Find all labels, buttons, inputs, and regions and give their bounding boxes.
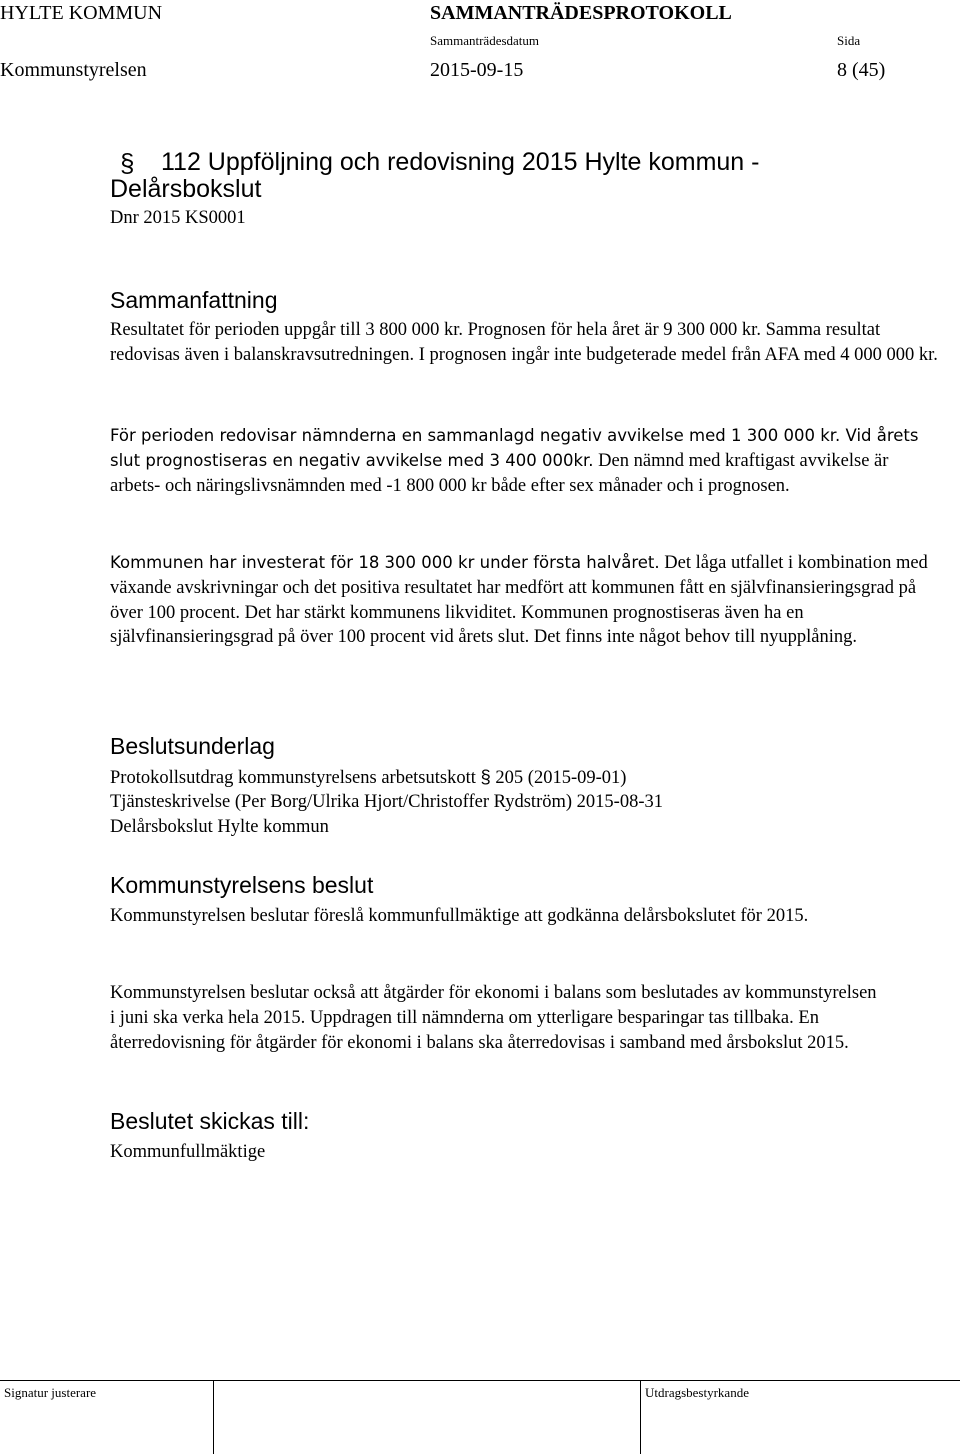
- sent-to-recipient: Kommunfullmäktige: [110, 1142, 266, 1162]
- header-date-label: Sammanträdesdatum: [430, 33, 540, 48]
- section-dnr: Dnr 2015 KS0001: [110, 208, 246, 228]
- section-title-line1: 112 Uppföljning och redovisning 2015 Hylte kommun -: [161, 148, 760, 176]
- basis-line-3: Delårsbokslut Hylte kommun: [110, 817, 329, 837]
- header-page-number: 8 (45): [837, 59, 886, 81]
- summary-paragraph-2: [110, 424, 938, 498]
- header-body: Kommunstyrelsen: [0, 59, 147, 81]
- header-date: 2015-09-15: [430, 59, 524, 81]
- summary-p2-serif: Den nämnd med kraftigast avvikelse är arbets- och näringslivsnämnden med -1 800 000 kr både efter sex månader och i prognosen.: [110, 450, 889, 496]
- summary-p1-text: Resultatet för perioden uppgår till 3 800 000 kr. Prognosen för hela året är 9 300 000 kr. Samma resultat redovisas även i balanskravsutredningen. I prognosen ingår inte budgeterade medel från AFA med 4 000 000 kr.: [110, 320, 938, 365]
- summary-p3-serif: Det låga utfallet i kombination med växande avskrivningar och det positiva resultatet har medfört att kommunen fått en självfinansieringsgrad på över 100 procent. Det har stärkt kommunens likviditet. Kommunen prognostiseras även ha en självfinansieringsgrad på över 100 procent vid årets slut. Det finns inte något behov till nyupplåning.: [110, 553, 928, 648]
- section-mark: §: [120, 148, 135, 178]
- header-org: HYLTE KOMMUN: [0, 2, 163, 24]
- decision-p1-text: Kommunstyrelsen beslutar föreslå kommunfullmäktige att godkänna delårsbokslutet för 2015.: [110, 906, 809, 926]
- header-doc-type: SAMMANTRÄDESPROTOKOLL: [430, 2, 732, 24]
- footer-signature-box-border: [213, 1380, 214, 1454]
- basis-line1-ref: 205 (2015-09-01): [490, 768, 627, 788]
- header-page-label: Sida: [837, 33, 861, 48]
- footer-extract-label: Utdragsbestyrkande: [645, 1385, 749, 1400]
- footer-signature-label: Signatur justerare: [4, 1385, 97, 1400]
- basis-heading: Beslutsunderlag: [110, 733, 275, 759]
- summary-heading: Sammanfattning: [110, 287, 278, 313]
- decision-heading: Kommunstyrelsens beslut: [110, 872, 374, 898]
- summary-paragraph-3: [110, 551, 938, 650]
- footer-divider: [0, 1380, 960, 1381]
- summary-p3-sans: Kommunen har investerat för 18 300 000 kr under första halvåret.: [110, 553, 660, 572]
- summary-paragraph-1: [110, 318, 938, 368]
- decision-paragraph-2: [110, 981, 880, 1055]
- basis-line1-text: Protokollsutdrag kommunstyrelsens arbetsutskott: [110, 768, 481, 788]
- sent-to-heading: Beslutet skickas till:: [110, 1108, 310, 1134]
- basis-line-1: [110, 765, 626, 791]
- summary-p2-sans: För perioden redovisar nämnderna en sammanlagd negativ avvikelse med 1 300 000 kr. Vid årets slut prognostiseras en negativ avvikelse med 3 400 000kr.: [110, 426, 919, 470]
- decision-p2-text: Kommunstyrelsen beslutar också att åtgärder för ekonomi i balans som beslutades av kommunstyrelsen i juni ska verka hela 2015. Uppdragen till nämnderna om ytterligare besparingar tas tillbaka. En återredovisning för åtgärder för ekonomi i balans ska återredovisas i samband med årsbokslut 2015.: [110, 983, 877, 1053]
- basis-line-2: Tjänsteskrivelse (Per Borg/Ulrika Hjort/Christoffer Rydström) 2015-08-31: [110, 792, 663, 812]
- decision-paragraph-1: [110, 904, 910, 929]
- basis-line1-mark: §: [480, 766, 491, 787]
- section-title-line2: Delårsbokslut: [110, 175, 262, 203]
- footer-extract-box-border: [640, 1380, 641, 1454]
